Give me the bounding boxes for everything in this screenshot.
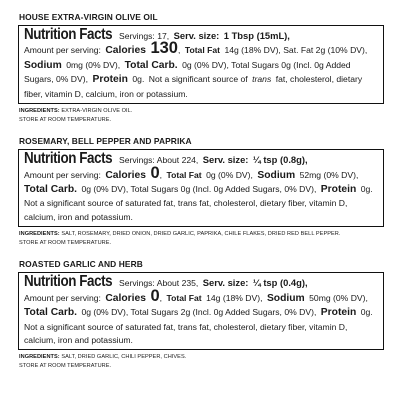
total-fat-label: Total Fat: [166, 169, 202, 180]
protein-value: 0g.: [360, 184, 373, 195]
calories-label: Calories: [105, 45, 146, 57]
facts-title: Nutrition Facts: [24, 273, 113, 291]
serving-size-value: ¼ tsp (0.4g),: [252, 277, 308, 289]
sodium-value: 0mg (0% DV),: [66, 59, 121, 70]
total-fat-label: Total Fat: [184, 45, 220, 56]
product-name: ROSEMARY, BELL PEPPER AND PAPRIKA: [19, 136, 192, 147]
total-carb-value: 0g (0% DV), Total Sugars 0g (Incl. 0g Added Sugars, 0% DV),: [81, 184, 317, 195]
total-fat-value: 14g (18% DV),: [206, 292, 263, 303]
calories-value: 130: [150, 39, 178, 58]
ingredients-label: INGREDIENTS:: [19, 108, 60, 115]
protein-label: Protein: [320, 184, 357, 196]
amount-per-serving: Amount per serving:: [24, 45, 101, 56]
calories-separator: ,: [177, 45, 181, 56]
total-fat-label: Total Fat: [166, 292, 202, 303]
serving-size-value: ¼ tsp (0.8g),: [252, 154, 308, 166]
note-text: Not a significant source of saturated fat, trans fat, cholesterol, dietary fiber, vitamin D, calcium, iron and potassium.: [24, 321, 348, 346]
nutrition-facts-box: [18, 272, 384, 350]
sodium-label: Sodium: [24, 59, 62, 71]
sodium-value: 52mg (0% DV),: [299, 169, 359, 180]
ingredients-label: INGREDIENTS:: [19, 354, 60, 361]
ingredients-text: SALT, ROSEMARY, DRIED ONION, DRIED GARLIC, PAPRIKA, CHILE FLAKES, DRIED RED BELL PEPPER.: [61, 231, 341, 238]
product-name: HOUSE EXTRA-VIRGIN OLIVE OIL: [19, 12, 158, 22]
protein-value: 0g.: [360, 307, 373, 318]
ingredients-text: EXTRA-VIRGIN OLIVE OIL.: [61, 108, 133, 115]
calories-value: 0: [150, 163, 160, 182]
protein-label: Protein: [320, 307, 357, 319]
servings: Servings: 17,: [118, 31, 170, 41]
serving-size-value: 1 Tbsp (15mL),: [223, 30, 290, 41]
note-italic: trans: [252, 74, 272, 85]
facts-title: Nutrition Facts: [24, 150, 113, 168]
total-fat-value: 14g (18% DV), Sat. Fat 2g (10% DV),: [224, 45, 368, 56]
product-name: ROASTED GARLIC AND HERB: [19, 259, 143, 270]
product-rosemary: [18, 136, 384, 247]
protein-value: 0g.: [132, 74, 145, 85]
nutrition-facts-box: [18, 25, 384, 104]
storage-instructions: STORE AT ROOM TEMPERATURE.: [19, 239, 112, 246]
amount-per-serving: Amount per serving:: [24, 169, 101, 180]
note-text-rest: fat, cholesterol, dietary fiber, vitamin D, calcium, iron or potassium.: [24, 74, 363, 99]
total-fat-value: 0g (0% DV),: [206, 169, 253, 180]
calories-label: Calories: [105, 292, 146, 304]
product-olive-oil: [18, 12, 384, 124]
ingredients: [19, 107, 384, 116]
protein-label: Protein: [92, 74, 128, 86]
sodium-label: Sodium: [266, 292, 305, 304]
ingredients-text: SALT, DRIED GARLIC, CHILI PEPPER, CHIVES.: [61, 354, 187, 361]
total-carb-value: 0g (0% DV), Total Sugars 2g (Incl. 0g Added Sugars, 0% DV),: [81, 307, 317, 318]
calories-label: Calories: [105, 169, 146, 181]
sodium-value: 50mg (0% DV),: [309, 292, 368, 303]
servings: Servings: About 224,: [118, 155, 199, 166]
serving-size-label: Serv. size:: [202, 154, 249, 166]
servings: Servings: About 235,: [118, 278, 199, 289]
ingredients-label: INGREDIENTS:: [19, 231, 60, 238]
sodium-label: Sodium: [257, 169, 296, 181]
calories-value: 0: [150, 286, 160, 305]
serving-size-label: Serv. size:: [202, 277, 249, 289]
total-carb-label: Total Carb.: [24, 307, 78, 319]
storage-instructions: STORE AT ROOM TEMPERATURE.: [19, 363, 112, 370]
total-carb-value: 0g (0% DV), Total Sugars 0g (Incl. 0g Added Sugars, 0% DV),: [24, 59, 351, 85]
total-carb-label: Total Carb.: [124, 59, 178, 71]
storage-instructions: STORE AT ROOM TEMPERATURE.: [19, 116, 112, 123]
calories-separator: ,: [159, 292, 163, 303]
amount-per-serving: Amount per serving:: [24, 292, 101, 303]
nutrition-labels-page: [18, 12, 384, 383]
note-text: Not a significant source of: [148, 74, 248, 85]
product-roasted-garlic: [18, 259, 384, 370]
facts-title: Nutrition Facts: [24, 26, 113, 43]
total-carb-label: Total Carb.: [24, 184, 78, 196]
nutrition-facts-box: [18, 149, 384, 227]
serving-size-label: Serv. size:: [173, 30, 220, 41]
ingredients: [19, 353, 384, 362]
note-text: Not a significant source of saturated fat, trans fat, cholesterol, dietary fiber, vitamin D, calcium, iron and potassium.: [24, 198, 348, 222]
calories-separator: ,: [159, 169, 163, 180]
ingredients: [19, 230, 384, 239]
